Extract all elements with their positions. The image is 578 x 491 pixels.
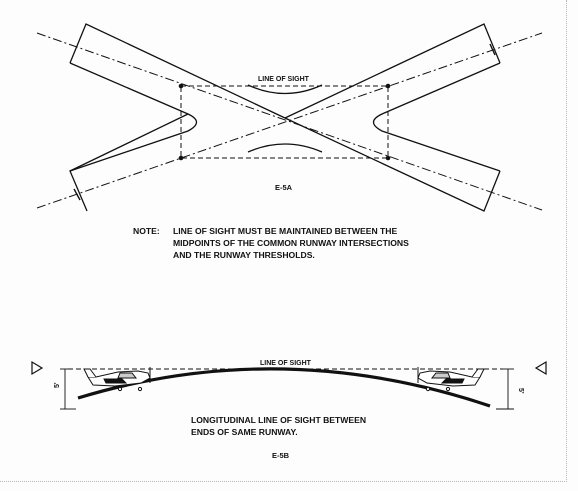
figure-label-e5b: E-5B (272, 451, 290, 460)
caption-line-2: ENDS OF SAME RUNWAY. (191, 427, 298, 437)
height-label-left: 5' (54, 382, 61, 388)
longitudinal-profile (32, 362, 546, 409)
eye-symbol-right (536, 362, 546, 374)
eye-symbol-left (32, 362, 42, 374)
sight-point-top-left (179, 84, 184, 89)
airplane-right-icon (418, 367, 484, 391)
sight-point-top-right (386, 84, 391, 89)
height-label-right: 5' (517, 388, 524, 394)
caption-line-1: LONGITUDINAL LINE OF SIGHT BETWEEN (191, 415, 367, 425)
height-dimension-right (496, 369, 514, 409)
runway-fillet-bottom (248, 144, 322, 152)
runway-fillet-right (374, 63, 501, 171)
runway-fillet-left (70, 63, 197, 171)
runway-edge-upper-right (285, 24, 500, 118)
sight-point-bottom-right (386, 156, 391, 161)
runway-edge-lower-right (285, 118, 500, 211)
note-line-1: LINE OF SIGHT MUST BE MAINTAINED BETWEEN THE (173, 226, 398, 236)
note-prefix: NOTE: (133, 226, 160, 236)
figure-label-e5a: E-5A (275, 183, 293, 192)
line-of-sight-label-b: LINE OF SIGHT (260, 360, 311, 367)
note-line-2: MIDPOINTS OF THE COMMON RUNWAY INTERSECTIONS (173, 238, 409, 248)
runway-edge-lower-left (70, 114, 188, 211)
height-dimension-left (60, 369, 76, 409)
line-of-sight-label-a: LINE OF SIGHT (258, 76, 309, 83)
runway-edge-upper-left (70, 24, 285, 118)
note-line-3: AND THE RUNWAY THRESHOLDS. (173, 250, 315, 260)
sight-point-bottom-left (179, 156, 184, 161)
